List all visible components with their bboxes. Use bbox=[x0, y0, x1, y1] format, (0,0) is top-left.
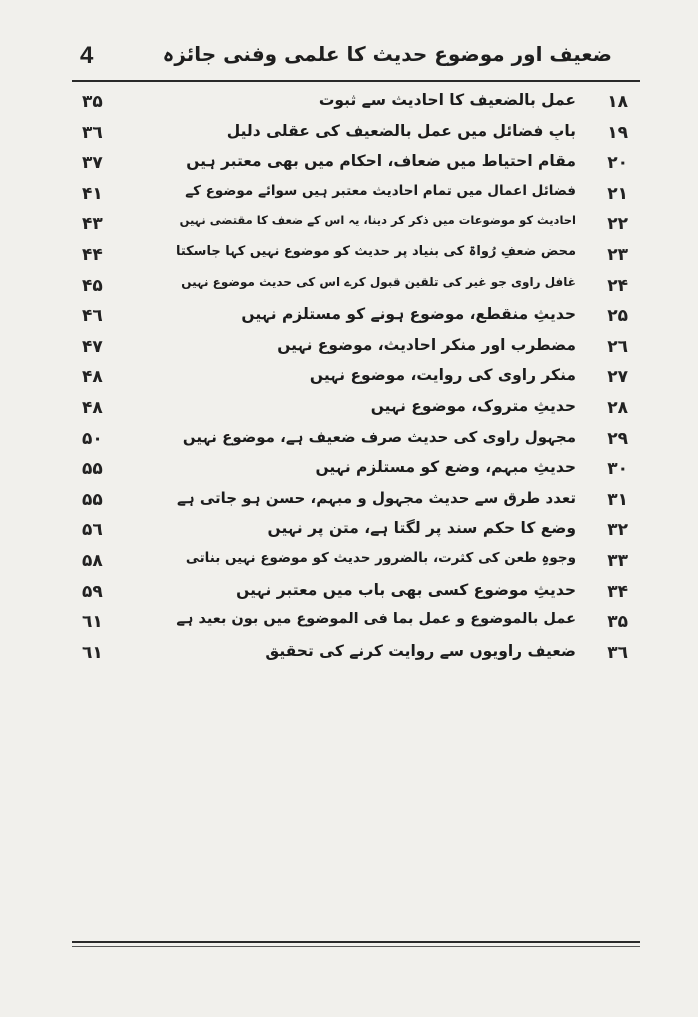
toc-entry-title: فضائل اعمال میں تمام احادیث معتبر ہیں سوائے موضوع کے bbox=[185, 182, 576, 199]
toc-entry-title: بابِ فضائل میں عمل بالضعیف کی عقلی دلیل bbox=[226, 121, 576, 140]
toc-page-number: ۴۱ bbox=[82, 183, 103, 204]
toc-serial-number: ۲۵ bbox=[607, 306, 628, 327]
toc-serial-number: ۳۱ bbox=[607, 489, 628, 510]
toc-serial-number: ۳٦ bbox=[607, 642, 628, 663]
toc-serial-number: ۳۲ bbox=[607, 520, 628, 541]
toc-row bbox=[72, 516, 640, 547]
toc-page-number: ۳۷ bbox=[82, 153, 103, 174]
toc-serial-number: ۲٦ bbox=[607, 336, 628, 357]
toc-page-number: ۴۸ bbox=[82, 397, 103, 418]
toc-page-number: ۴۸ bbox=[82, 367, 103, 388]
footer-rule bbox=[72, 941, 640, 943]
toc-row bbox=[72, 608, 640, 639]
toc-serial-number: ۲۸ bbox=[607, 397, 628, 418]
toc-serial-number: ۳۵ bbox=[607, 612, 628, 633]
toc-serial-number: ۳۴ bbox=[607, 581, 628, 602]
toc-serial-number: ۲۹ bbox=[607, 428, 628, 449]
toc-entry-title: محض ضعفِ رُواۃ کی بنیاد پر حدیث کو موضوع نہیں کہا جاسکتا bbox=[176, 243, 576, 259]
toc-row bbox=[72, 486, 640, 517]
toc-row bbox=[72, 210, 640, 241]
toc-serial-number: ۲۴ bbox=[607, 275, 628, 296]
toc-row bbox=[72, 333, 640, 364]
toc-serial-number: ۲۰ bbox=[607, 153, 628, 174]
toc-entry-title: مقام احتیاط میں ضعاف، احکام میں بھی معتبر ہیں bbox=[186, 152, 576, 171]
toc-page-number: ۴٦ bbox=[82, 306, 103, 327]
toc-entry-title: حدیثِ موضوع کسی بھی باب میں معتبر نہیں bbox=[236, 580, 576, 599]
running-title: ضعیف اور موضوع حدیث کا علمی وفنی جائزہ bbox=[162, 42, 612, 66]
toc-entry-title: حدیثِ متروک، موضوع نہیں bbox=[370, 396, 576, 415]
toc-entry-title: ضعیف راویوں سے روایت کرنے کی تحقیق bbox=[265, 641, 576, 660]
toc-page-number: ۳٦ bbox=[82, 122, 103, 143]
toc-page-number: ۴۵ bbox=[82, 275, 103, 296]
toc-page-number: ۴۷ bbox=[82, 336, 103, 357]
toc-row bbox=[72, 302, 640, 333]
toc-page-number: ۵۵ bbox=[82, 459, 103, 480]
toc-entry-title: عمل بالموضوع و عمل بما فی الموضوع میں بون بعید ہے bbox=[176, 611, 576, 628]
toc-row bbox=[72, 88, 640, 119]
toc-page-number: ۴۳ bbox=[82, 214, 103, 235]
table-of-contents bbox=[72, 88, 640, 669]
toc-page-number: ٦۱ bbox=[82, 642, 103, 663]
toc-entry-title: وجوہِ طعن کی کثرت، بالضرور حدیث کو موضوع نہیں بناتی bbox=[185, 549, 576, 566]
footer-rule-thin bbox=[72, 946, 640, 947]
toc-entry-title: عمل بالضعیف کا احادیث سے ثبوت bbox=[318, 91, 576, 109]
toc-entry-title: مجہول راوی کی حدیث صرف ضعیف ہے، موضوع نہیں bbox=[182, 427, 576, 446]
toc-page-number: ۵٦ bbox=[82, 520, 103, 541]
toc-page-number: ۳۵ bbox=[82, 92, 103, 112]
toc-page-number: ۵۰ bbox=[82, 428, 103, 449]
toc-page-number: ٦۱ bbox=[82, 612, 103, 633]
toc-entry-title: وضع کا حکم سند پر لگتا ہے، متن پر نہیں bbox=[267, 519, 576, 538]
toc-entry-title: احادیث کو موضوعات میں ذکر کر دینا، یہ اس کے ضعف کا مقتضی نہیں bbox=[179, 213, 576, 228]
toc-page-number: ۴۴ bbox=[82, 244, 103, 265]
toc-row bbox=[72, 455, 640, 486]
toc-row bbox=[72, 578, 640, 609]
header-rule bbox=[72, 80, 640, 82]
toc-row bbox=[72, 639, 640, 670]
toc-row bbox=[72, 119, 640, 150]
toc-entry-title: حدیثِ مبہم، وضع کو مستلزم نہیں bbox=[315, 458, 576, 477]
toc-serial-number: ۲۱ bbox=[607, 183, 628, 204]
toc-serial-number: ۲۲ bbox=[607, 214, 628, 235]
toc-serial-number: ۱۹ bbox=[607, 122, 628, 143]
toc-page-number: ۵۵ bbox=[82, 489, 103, 510]
toc-row bbox=[72, 241, 640, 272]
toc-serial-number: ۲۳ bbox=[607, 244, 628, 265]
toc-entry-title: تعدد طرق سے حدیث مجہول و مبہم، حسن ہو جاتی ہے bbox=[177, 488, 576, 507]
toc-page-number: ۵۹ bbox=[82, 581, 103, 602]
toc-row bbox=[72, 547, 640, 578]
toc-entry-title: غافل راوی جو غیر کی تلقین قبول کرے اس کی حدیث موضوع نہیں bbox=[181, 274, 576, 289]
page-number: 4 bbox=[80, 42, 94, 69]
toc-page-number: ۵۸ bbox=[82, 550, 103, 571]
toc-entry-title: منکر راوی کی روایت، موضوع نہیں bbox=[309, 366, 576, 385]
toc-entry-title: حدیثِ منقطع، موضوع ہونے کو مستلزم نہیں bbox=[241, 305, 576, 324]
toc-serial-number: ۲۷ bbox=[607, 367, 628, 388]
toc-row bbox=[72, 394, 640, 425]
toc-entry-title: مضطرب اور منکر احادیث، موضوع نہیں bbox=[277, 335, 576, 354]
toc-row bbox=[72, 363, 640, 394]
toc-row bbox=[72, 180, 640, 211]
toc-row bbox=[72, 425, 640, 456]
toc-serial-number: ۱۸ bbox=[607, 92, 628, 112]
toc-row bbox=[72, 149, 640, 180]
toc-serial-number: ۳۳ bbox=[607, 550, 628, 571]
toc-row bbox=[72, 272, 640, 303]
toc-serial-number: ۳۰ bbox=[607, 459, 628, 480]
